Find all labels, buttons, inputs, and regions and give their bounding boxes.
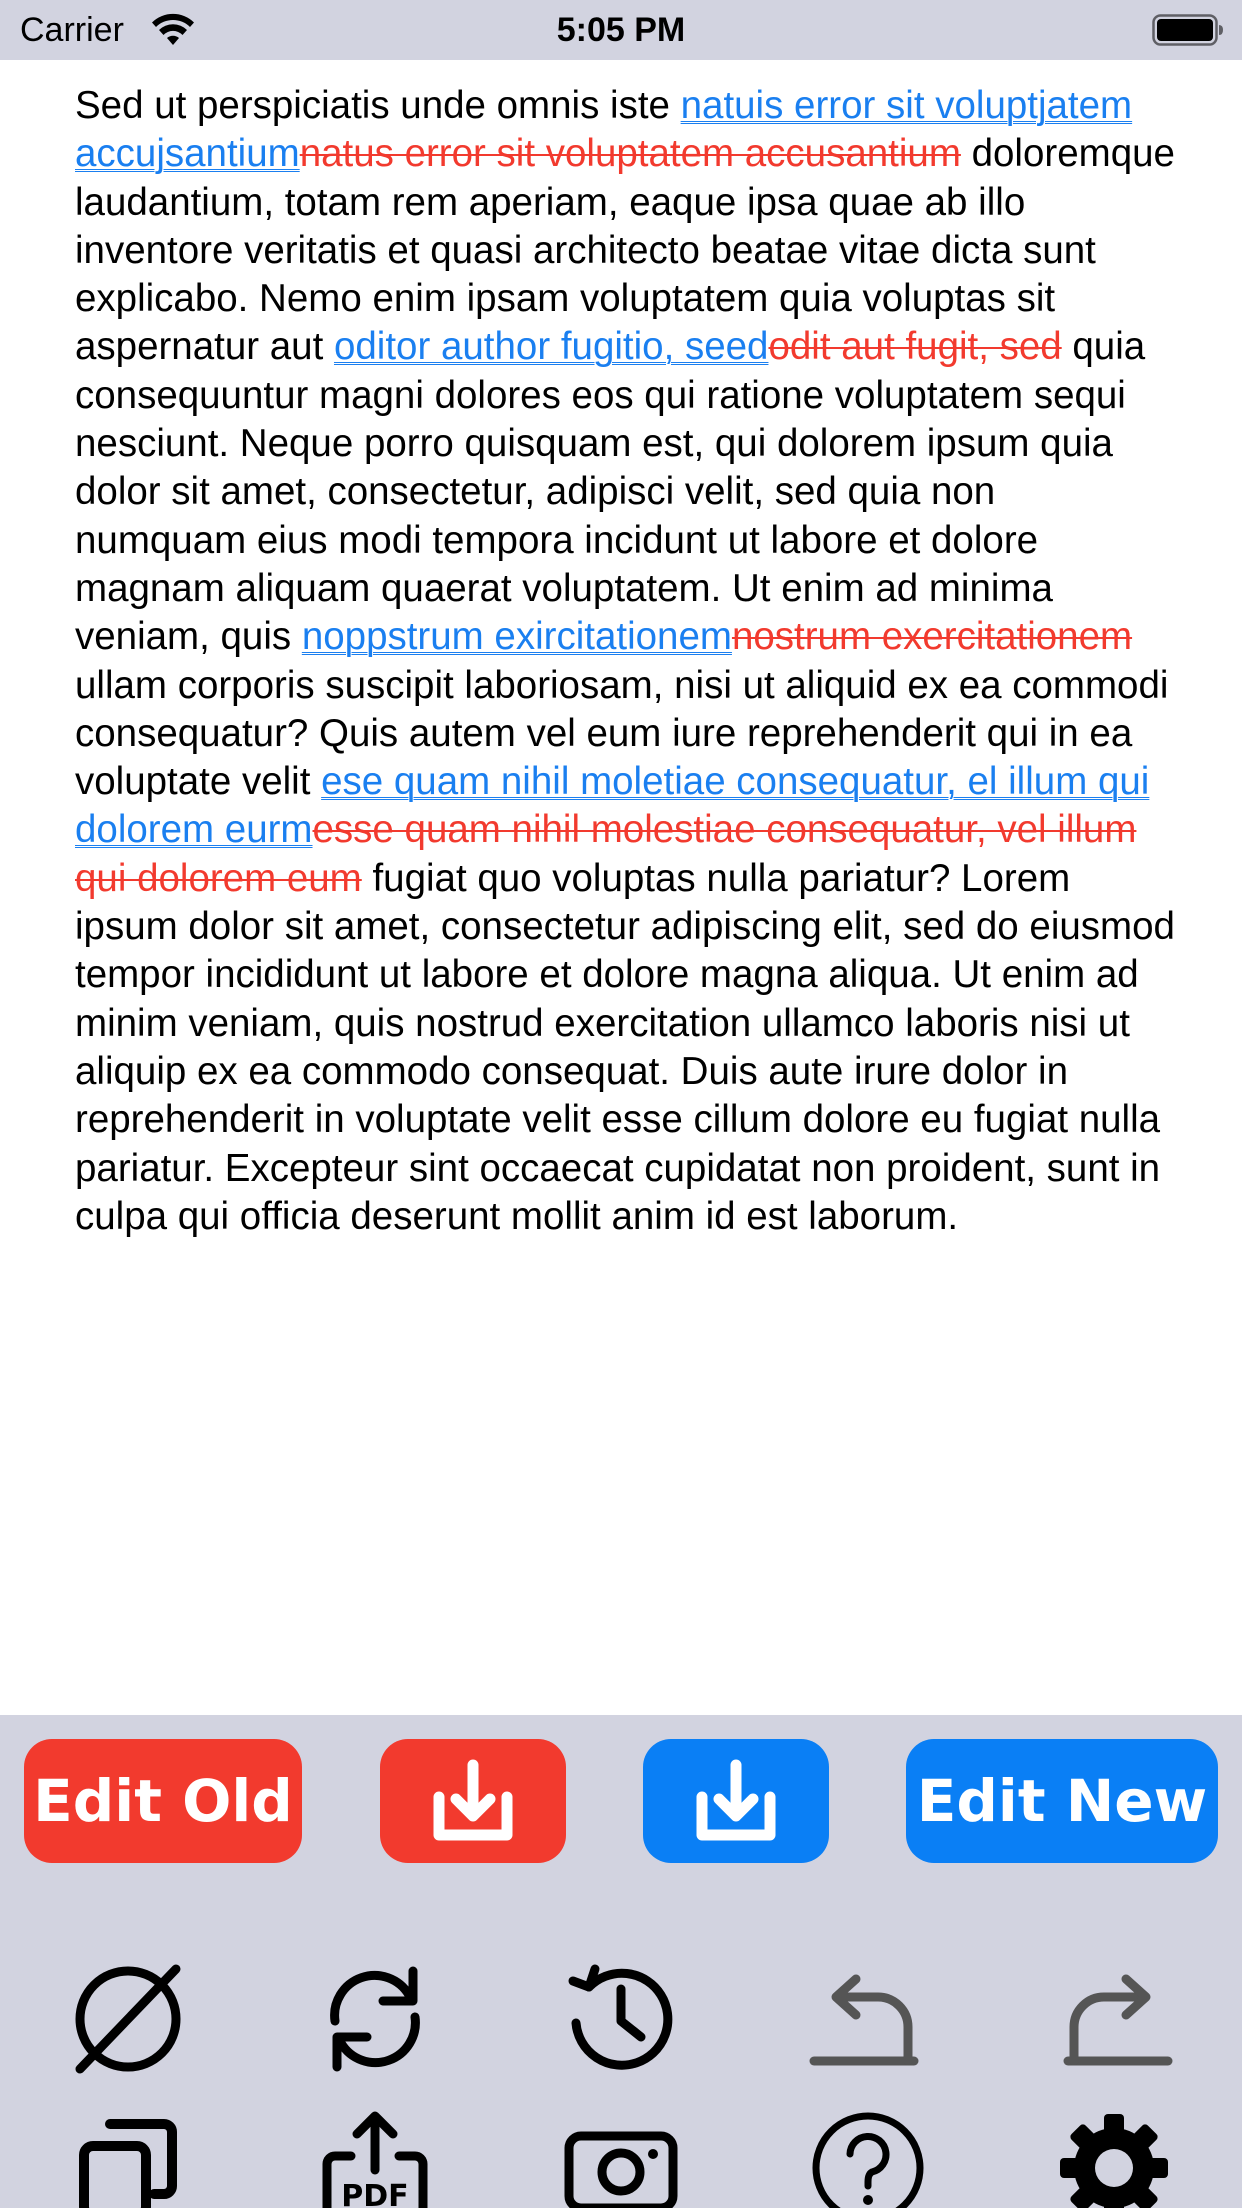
save-new-button[interactable]: [643, 1739, 829, 1863]
help-icon: [806, 2106, 930, 2208]
inserted-text[interactable]: natuis error sit voluptjatem accujsantium: [75, 84, 1133, 176]
undo-icon: [806, 1957, 930, 2081]
diff-segment-text: quia consequuntur magni dolores eos qui ratione voluptatem sequi nesciunt. Neque porro quisquam est, qui dolorem ipsum quia dolor sit amet, consectetur, adipisci velit, sed quia non numquam eius modi tempora incidunt ut labore et dolore magnam aliquam quaerat voluptatem. Ut enim ad minima veniam, quis: [75, 325, 1146, 659]
carrier-label: Carrier: [20, 11, 124, 49]
battery-icon: [1152, 14, 1224, 46]
redo-icon: [1052, 1957, 1176, 2081]
history-button[interactable]: [551, 1949, 691, 2089]
settings-button[interactable]: [1044, 2098, 1184, 2208]
deleted-text[interactable]: natus error sit voluptatem accusantium: [299, 132, 961, 176]
pdf-export-button[interactable]: [305, 2098, 445, 2208]
diff-segment-text: ullam corporis suscipit laboriosam, nisi ut aliquid ex ea commodi consequatur? Quis autem vel eum iure reprehenderit qui in ea voluptate velit: [75, 663, 1169, 804]
clear-button[interactable]: [58, 1949, 198, 2089]
camera-button[interactable]: [551, 2098, 691, 2208]
svg-text:PDF: PDF: [341, 2179, 409, 2208]
edit-new-button[interactable]: Edit New: [906, 1739, 1218, 1863]
history-icon: [559, 1957, 683, 2081]
copy-button[interactable]: [58, 2098, 198, 2208]
diff-segment-text: fugiat quo voluptas nulla pariatur? Lorem ipsum dolor sit amet, consectetur adipiscing elit, sed do eiusmod tempor incididunt ut labore et dolore magna aliqua. Ut enim ad minim veniam, quis nostrud exercitation ullamco laboris nisi ut aliquip ex ea commodo consequat. Duis aute irure dolor in reprehenderit in voluptate velit esse cillum dolore eu fugiat nulla pariatur. Excepteur sint occaecat cupidatat non proident, sunt in culpa qui officia deserunt mollit anim id est laborum.: [75, 856, 1175, 1238]
edit-old-button[interactable]: Edit Old: [24, 1739, 302, 1863]
settings-icon: [1052, 2106, 1176, 2208]
status-bar: [0, 0, 1242, 60]
camera-icon: [559, 2106, 683, 2208]
undo-button[interactable]: [798, 1949, 938, 2089]
inserted-text[interactable]: noppstrum exircitationem: [301, 615, 732, 659]
help-button[interactable]: [798, 2098, 938, 2208]
diff-segment-text: Sed ut perspiciatis unde omnis iste: [75, 84, 681, 127]
deleted-text[interactable]: esse quam nihil molestiae consequatur, vel illum qui dolorem eum: [75, 808, 1137, 900]
refresh-icon: [313, 1957, 437, 2081]
refresh-button[interactable]: [305, 1949, 445, 2089]
deleted-text[interactable]: odit aut fugit, sed: [768, 325, 1062, 369]
status-time: 5:05 PM: [556, 11, 686, 49]
copy-icon: [66, 2106, 190, 2208]
save-old-button[interactable]: [380, 1739, 566, 1863]
download-icon: [425, 1753, 521, 1849]
inserted-text[interactable]: ese quam nihil moletiae consequatur, el illum qui dolorem eurm: [75, 760, 1150, 852]
diff-segment-text: doloremque laudantium, totam rem aperiam, eaque ipsa quae ab illo inventore veritatis et quasi architecto beatae vitae dicta sunt explicabo. Nemo enim ipsam voluptatem quia voluptas sit aspernatur aut: [75, 132, 1175, 369]
inserted-text[interactable]: oditor author fugitio, seed: [333, 325, 769, 369]
toolbar: [0, 1715, 1242, 2208]
download-icon: [688, 1753, 784, 1849]
redo-button[interactable]: [1044, 1949, 1184, 2089]
diff-text[interactable]: [75, 82, 1175, 1241]
deleted-text[interactable]: nostrum exercitationem: [731, 615, 1133, 659]
diff-view[interactable]: [0, 60, 1242, 1715]
pdf-export-icon: [313, 2106, 437, 2208]
clear-icon: [66, 1957, 190, 2081]
